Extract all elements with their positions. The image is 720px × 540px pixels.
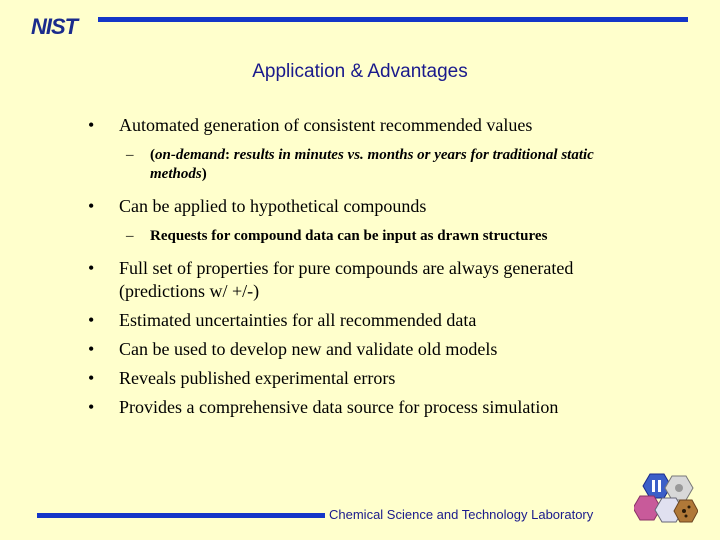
bullet-dot: • bbox=[88, 397, 95, 417]
sub-bullet-text: results in minutes vs. months or years for traditional static methods bbox=[150, 147, 594, 182]
bullet-item bbox=[88, 195, 648, 218]
sub-bullet-dash: – bbox=[126, 228, 134, 244]
bottom-divider bbox=[37, 513, 325, 518]
sub-bullet-text: Requests for compound data can be input as drawn structures bbox=[150, 228, 548, 244]
top-divider bbox=[98, 17, 688, 22]
on-demand-term: on-demand bbox=[155, 147, 226, 163]
sub-bullet-item bbox=[88, 227, 648, 246]
bullet-item bbox=[88, 257, 648, 303]
bullet-dot: • bbox=[88, 115, 95, 135]
bullet-item bbox=[88, 396, 648, 419]
bullet-item bbox=[88, 338, 648, 361]
bullet-dot: • bbox=[88, 310, 95, 330]
bullet-item bbox=[88, 114, 648, 137]
bullet-text: Automated generation of consistent recommended values bbox=[119, 115, 533, 135]
slide-title: Application & Advantages bbox=[252, 61, 468, 82]
bullet-dot: • bbox=[88, 339, 95, 359]
sub-bullet-dash: – bbox=[126, 147, 134, 163]
bullet-text: Full set of properties for pure compounds are always generated (predictions w/ +/-) bbox=[119, 258, 574, 301]
sub-bullet-item: – (on-demand: results in minutes vs. months or years for traditional static methods) bbox=[126, 147, 594, 182]
lab-emblem-icon bbox=[634, 470, 698, 528]
bullet-text: Provides a comprehensive data source for process simulation bbox=[119, 397, 559, 417]
footer-lab-name: Chemical Science and Technology Laboratory bbox=[329, 507, 594, 522]
bullet-text: Estimated uncertainties for all recommended data bbox=[119, 310, 477, 330]
bullet-text: Can be applied to hypothetical compounds bbox=[119, 196, 427, 216]
bullet-text: Can be used to develop new and validate old models bbox=[119, 339, 498, 359]
bullet-dot: • bbox=[88, 258, 95, 278]
bullet-dot: • bbox=[88, 196, 95, 216]
bullet-list bbox=[88, 114, 648, 419]
bullet-item bbox=[88, 309, 648, 332]
nist-logo: NIST bbox=[31, 14, 78, 39]
bullet-text: Reveals published experimental errors bbox=[119, 368, 396, 388]
bullet-item bbox=[88, 367, 648, 390]
bullet-dot: • bbox=[88, 368, 95, 388]
